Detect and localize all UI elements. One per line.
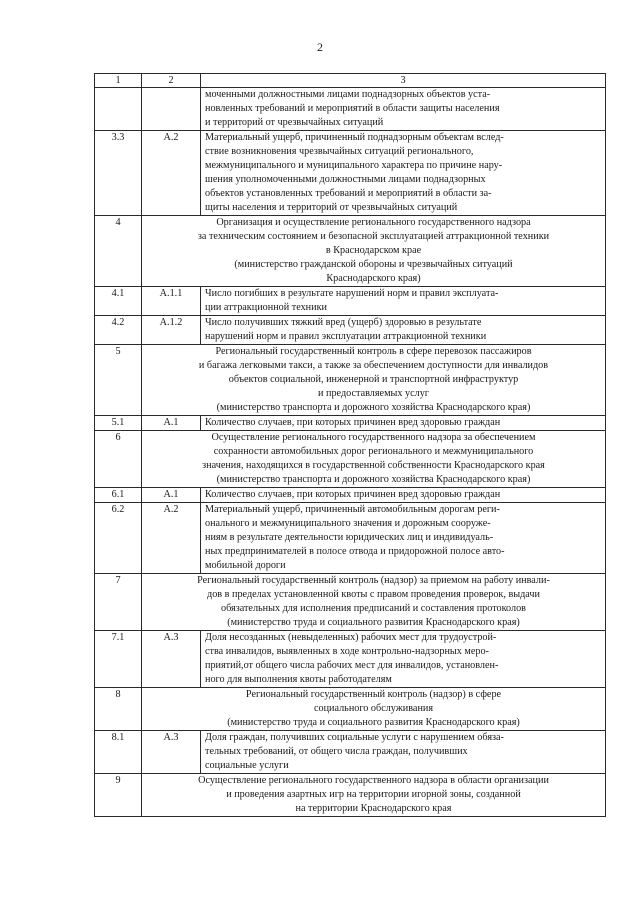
indicator-description-line: Материальный ущерб, причиненный автомобильным дорогам реги- bbox=[205, 504, 500, 515]
indicator-description bbox=[201, 88, 606, 131]
section-title-line: обязательных для исполнения предписаний и составления протоколов bbox=[220, 603, 526, 614]
section-title-line: в Краснодарском крае bbox=[325, 245, 422, 256]
indicator-number: 8.1 bbox=[95, 731, 142, 774]
indicator-description-line: Количество случаев, при которых причинен вред здоровью граждан bbox=[205, 417, 501, 428]
indicator-description-line: ции аттракционной техники bbox=[205, 302, 327, 313]
indicator-description-line: ниям в результате деятельности юридических лиц и индивидуаль- bbox=[205, 532, 494, 543]
table-header-row bbox=[95, 74, 606, 88]
indicator-row bbox=[95, 631, 606, 688]
section-title bbox=[142, 688, 606, 731]
section-number: 4 bbox=[95, 216, 142, 287]
section-title-line: и багажа легковыми такси, а также за обеспечением доступности для инвалидов bbox=[198, 360, 549, 371]
section-title-line: за техническим состоянием и безопасной эксплуатацией аттракционной техники bbox=[197, 231, 550, 242]
indicator-number: 6.1 bbox=[95, 488, 142, 503]
indicator-description-line: новленных требований и мероприятий в области защиты населения bbox=[205, 103, 500, 114]
section-title-line: (министерство транспорта и дорожного хозяйства Краснодарского края) bbox=[216, 474, 531, 485]
indicator-row bbox=[95, 416, 606, 431]
indicator-number: 4.1 bbox=[95, 287, 142, 316]
indicator-description bbox=[201, 287, 606, 316]
indicator-description-line: щиты населения и территорий от чрезвычайных ситуаций bbox=[205, 202, 458, 213]
indicator-code: А.2 bbox=[142, 503, 201, 574]
indicator-row bbox=[95, 88, 606, 131]
section-title-line: значения, находящихся в государственной собственности Краснодарского края bbox=[202, 460, 545, 471]
section-title-line: Региональный государственный контроль (надзор) в сфере bbox=[245, 689, 502, 700]
indicator-description bbox=[201, 316, 606, 345]
section-title-line: (министерство труда и социального развития Краснодарского края) bbox=[227, 617, 520, 628]
indicator-code: А.3 bbox=[142, 631, 201, 688]
indicator-description-line: тельных требований, от общего числа граждан, получивших bbox=[205, 746, 468, 757]
header-col-2: 2 bbox=[142, 74, 201, 88]
section-title-line: Организация и осуществление регионального государственного надзора bbox=[216, 217, 531, 228]
section-title-line: Региональный государственный контроль (надзор) за приемом на работу инвали- bbox=[197, 575, 550, 586]
section-number: 5 bbox=[95, 345, 142, 416]
indicator-code: А.1 bbox=[142, 488, 201, 503]
header-col-3: 3 bbox=[201, 74, 606, 88]
indicator-description-line: моченными должностными лицами поднадзорных объектов уста- bbox=[205, 89, 491, 100]
section-title bbox=[142, 774, 606, 817]
section-row bbox=[95, 688, 606, 731]
indicator-description bbox=[201, 131, 606, 216]
indicator-description-line: нарушений норм и правил эксплуатации аттракционной техники bbox=[205, 331, 487, 342]
indicator-number: 6.2 bbox=[95, 503, 142, 574]
indicator-code: А.3 bbox=[142, 731, 201, 774]
indicator-number: 4.2 bbox=[95, 316, 142, 345]
section-title-line: объектов социальной, инженерной и транспортной инфраструктур bbox=[228, 374, 519, 385]
indicator-description-line: и территорий от чрезвычайных ситуаций bbox=[205, 117, 384, 128]
indicator-description bbox=[201, 503, 606, 574]
section-title-line: дов в пределах установленной квоты с правом проведения проверок, выдачи bbox=[207, 589, 540, 600]
section-title-line: Осуществление регионального государственного надзора за обеспечением bbox=[211, 432, 536, 443]
indicator-description-line: приятий,от общего числа рабочих мест для инвалидов, установлен- bbox=[205, 660, 499, 671]
section-row bbox=[95, 774, 606, 817]
indicator-description-line: межмуниципального и муниципального характера по причине нару- bbox=[205, 160, 503, 171]
indicator-description-line: Доля несозданных (невыделенных) рабочих мест для трудоустрой- bbox=[205, 632, 497, 643]
indicators-table bbox=[94, 73, 606, 817]
indicator-description bbox=[201, 731, 606, 774]
indicator-description-line: Число погибших в результате нарушений норм и правил эксплуата- bbox=[205, 288, 499, 299]
section-row bbox=[95, 574, 606, 631]
indicator-number: 3.3 bbox=[95, 131, 142, 216]
section-title-line: сохранности автомобильных дорог регионального и межмуниципального bbox=[213, 446, 534, 457]
section-number: 7 bbox=[95, 574, 142, 631]
indicator-description-line: объектов установленных требований и мероприятий в области за- bbox=[205, 188, 492, 199]
indicator-description-line: мобильной дороги bbox=[205, 560, 286, 571]
indicator-code bbox=[142, 88, 201, 131]
indicator-number: 7.1 bbox=[95, 631, 142, 688]
indicator-description bbox=[201, 416, 606, 431]
indicator-number bbox=[95, 88, 142, 131]
section-title bbox=[142, 216, 606, 287]
indicator-row bbox=[95, 503, 606, 574]
indicator-description-line: ного для выполнения квоты работодателям bbox=[205, 674, 392, 685]
indicator-row bbox=[95, 131, 606, 216]
section-title-line: и проведения азартных игр на территории игорной зоны, созданной bbox=[226, 789, 521, 800]
indicator-description bbox=[201, 631, 606, 688]
indicator-row bbox=[95, 316, 606, 345]
section-number: 6 bbox=[95, 431, 142, 488]
indicator-code: А.1.2 bbox=[142, 316, 201, 345]
indicator-row bbox=[95, 287, 606, 316]
section-title-line: на территории Краснодарского края bbox=[295, 803, 452, 814]
indicator-row bbox=[95, 488, 606, 503]
indicator-description-line: онального и межмуниципального значения и дорожным сооруже- bbox=[205, 518, 491, 529]
indicator-description-line: шения уполномоченными должностными лицами поднадзорных bbox=[205, 174, 486, 185]
indicator-description-line: ствие возникновения чрезвычайных ситуаций регионального, bbox=[205, 146, 474, 157]
indicator-description-line: социальные услуги bbox=[205, 760, 289, 771]
section-title-line: (министерство труда и социального развития Краснодарского края) bbox=[227, 717, 520, 728]
indicator-code: А.1 bbox=[142, 416, 201, 431]
indicator-description-line: ных предпринимателей в полосе отвода и придорожной полосе авто- bbox=[205, 546, 505, 557]
indicator-number: 5.1 bbox=[95, 416, 142, 431]
section-title-line: Краснодарского края) bbox=[326, 273, 421, 284]
section-number: 9 bbox=[95, 774, 142, 817]
section-row bbox=[95, 216, 606, 287]
section-title bbox=[142, 574, 606, 631]
section-title-line: (министерство гражданской обороны и чрезвычайных ситуаций bbox=[234, 259, 513, 270]
indicator-code: А.1.1 bbox=[142, 287, 201, 316]
indicator-description-line: Количество случаев, при которых причинен вред здоровью граждан bbox=[205, 489, 501, 500]
header-col-1: 1 bbox=[95, 74, 142, 88]
section-row bbox=[95, 345, 606, 416]
indicator-description-line: Число получивших тяжкий вред (ущерб) здоровью в результате bbox=[205, 317, 482, 328]
indicator-description-line: Материальный ущерб, причиненный поднадзорным объектам вслед- bbox=[205, 132, 504, 143]
section-title bbox=[142, 345, 606, 416]
section-title-line: Осуществление регионального государственного надзора в области организации bbox=[198, 775, 549, 786]
indicator-row bbox=[95, 731, 606, 774]
indicator-code: А.2 bbox=[142, 131, 201, 216]
section-title-line: Региональный государственный контроль в сфере перевозок пассажиров bbox=[215, 346, 532, 357]
section-title-line: социального обслуживания bbox=[313, 703, 434, 714]
indicator-description-line: ства инвалидов, выявленных в ходе контрольно-надзорных меро- bbox=[205, 646, 489, 657]
indicator-description-line: Доля граждан, получивших социальные услуги с нарушением обяза- bbox=[205, 732, 504, 743]
section-number: 8 bbox=[95, 688, 142, 731]
section-title bbox=[142, 431, 606, 488]
section-title-line: (министерство транспорта и дорожного хозяйства Краснодарского края) bbox=[216, 402, 531, 413]
section-row bbox=[95, 431, 606, 488]
page-number: 2 bbox=[317, 40, 323, 54]
indicator-description bbox=[201, 488, 606, 503]
section-title-line: и предоставляемых услуг bbox=[318, 388, 429, 399]
